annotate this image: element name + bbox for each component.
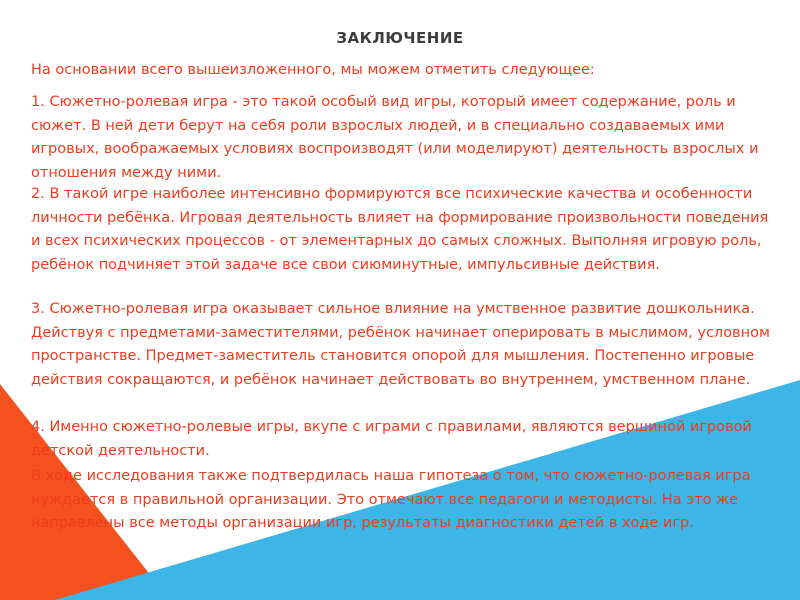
conclusion-text: В ходе исследования также подтвердилась наша гипотеза о том, что сюжетно-ролевая игра нуждается в правильной организации. Это отмечают все педагоги и методисты. На это же направлены все методы организации игр, результаты диагностики детей в ходе игр. [31,468,751,531]
point-3: 3. Сюжетно-ролевая игра оказывает сильное влияние на умственное развитие дошкольника. Действуя с предметами-заместителями, ребёнок начинает оперировать в мыслимом, условном пространстве. Предмет-заместитель становится опорой для мышления. Постепенно игровые действия сокращаются, и ребёнок начинает действовать во внутреннем, умственном плане. [31,301,770,388]
point-2: 2. В такой игре наиболее интенсивно формируются все психические качества и особенности личности ребёнка. Игровая деятельность влияет на формирование произвольности поведения и всех психических процессов - от элементарных до самых сложных. Выполняя игровую роль, ребёнок подчиняет этой задаче все свои сиюминутные, импульсивные действия. [31,186,769,273]
point-1: 1. Сюжетно-ролевая игра - это такой особый вид игры, который имеет содержание, роль и сюжет. В ней дети берут на себя роли взрослых людей, и в специально создаваемых ими игровых, воображаемых условиях воспроизводят (или моделируют) деятельность взрослых и отношения между ними. [31,94,759,181]
slide-title: ЗАКЛЮЧЕНИЕ [336,29,464,47]
intro-text: На основании всего вышеизложенного, мы можем отметить следующее: [31,62,595,78]
point-4: 4. Именно сюжетно-ролевые игры, вкупе с играми с правилами, являются вершиной игровой детской деятельности. [31,419,752,459]
